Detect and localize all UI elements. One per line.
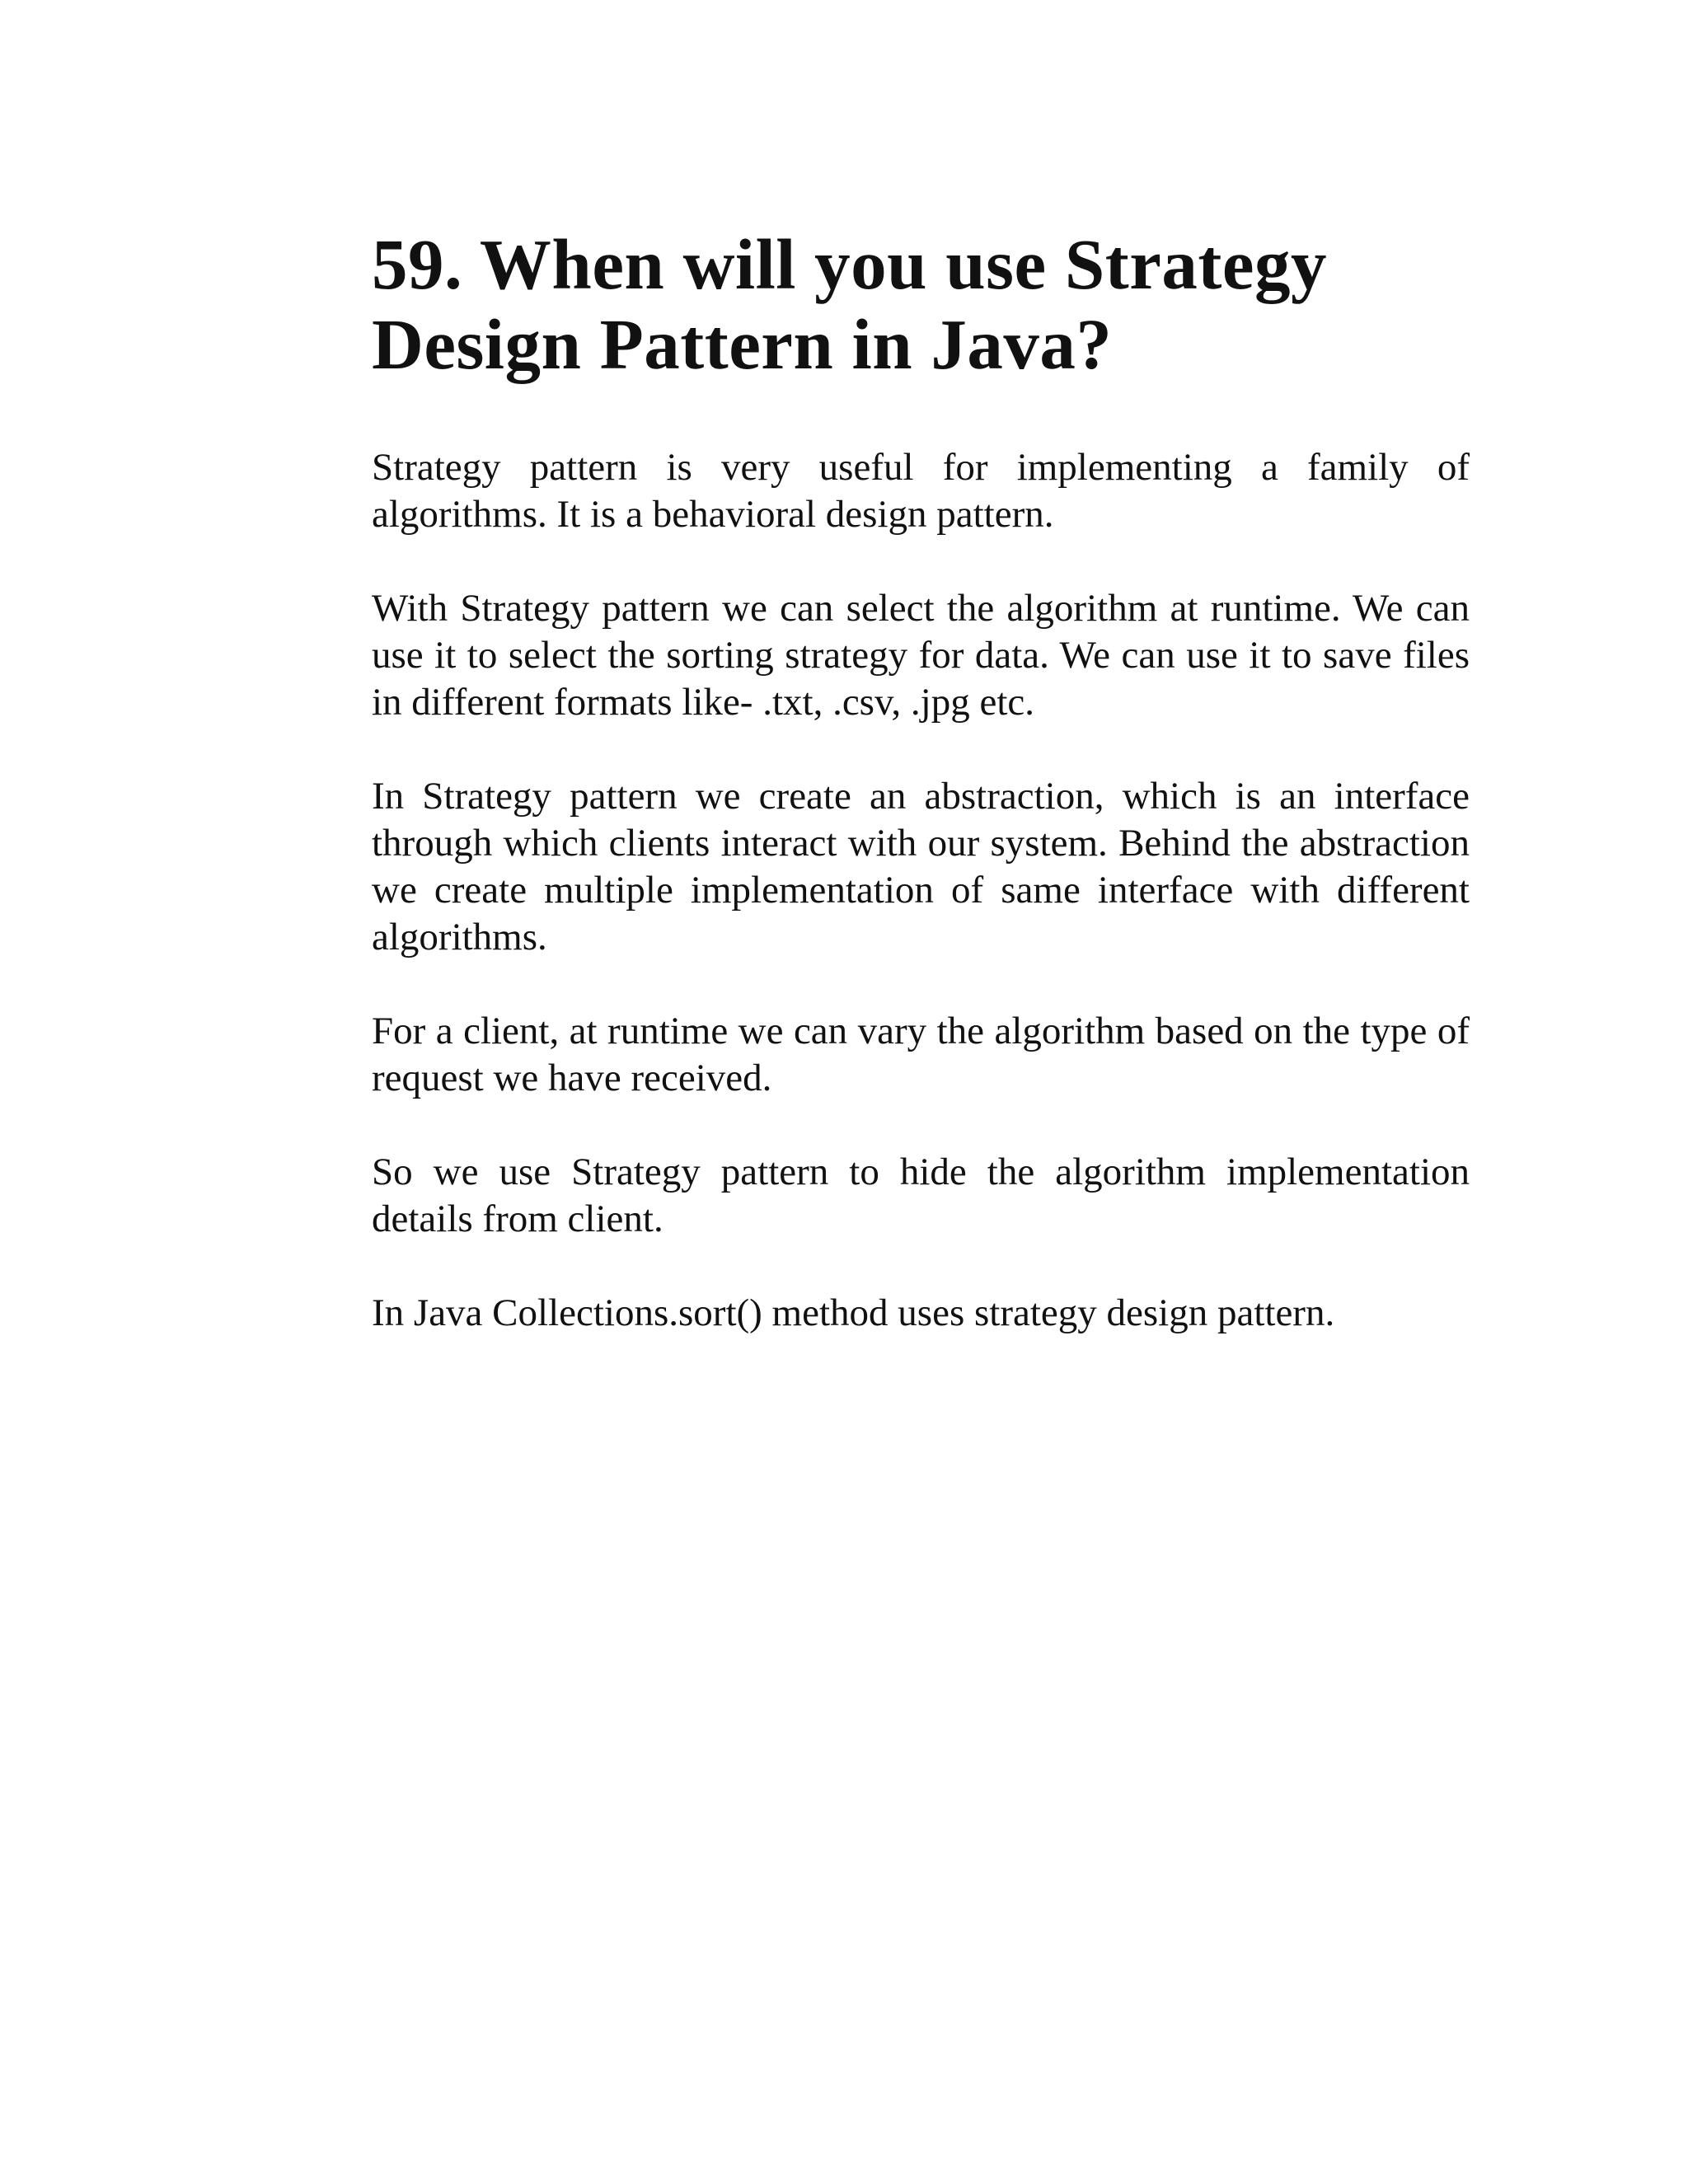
- paragraph-hide-implementation: So we use Strategy pattern to hide the algorithm implementation details from client.: [372, 1151, 1470, 1240]
- paragraph-runtime-selection: With Strategy pattern we can select the algorithm at runtime. We can use it to select the sorting strategy for data. We can use it to save files in different formats like- .txt, .csv, .jpg etc.: [372, 587, 1470, 724]
- page-content: [372, 224, 1470, 1384]
- paragraph-strategy-intro: Strategy pattern is very useful for implementing a family of algorithms. It is a behavioral design pattern.: [372, 446, 1470, 536]
- page-title: 59. When will you use Strategy Design Pattern in Java?: [372, 224, 1327, 384]
- paragraph-java-example: In Java Collections.sort() method uses strategy design pattern.: [372, 1291, 1335, 1334]
- paragraph-abstraction: In Strategy pattern we create an abstraction, which is an interface through which clients interact with our system. Behind the abstraction we create multiple implementation of same interface with different algorithms.: [372, 775, 1470, 958]
- paragraph-client-runtime: For a client, at runtime we can vary the algorithm based on the type of request we have received.: [372, 1010, 1470, 1099]
